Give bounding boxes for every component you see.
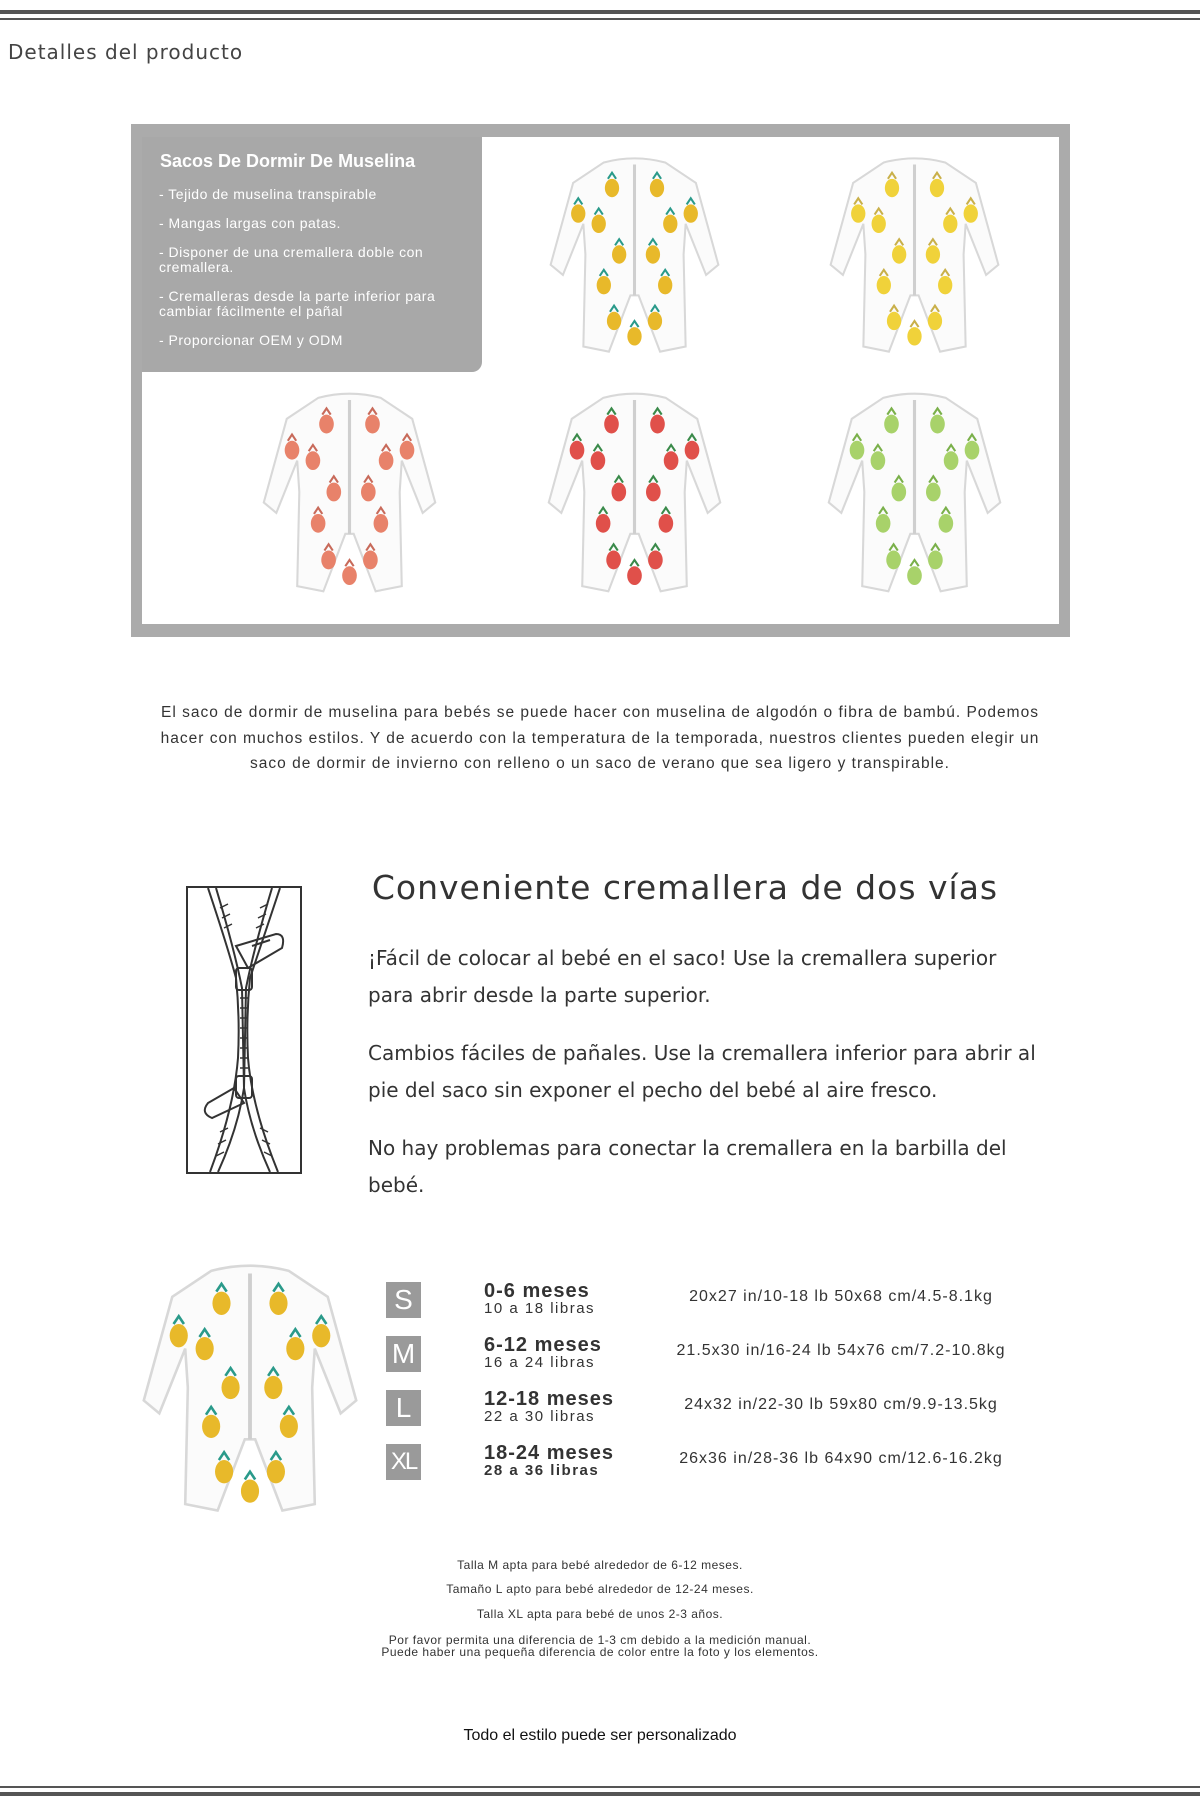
size-note: Tamaño L apto para bebé alrededor de 12-24 meses.	[446, 1582, 754, 1596]
feature-box	[142, 137, 482, 372]
zipper-illustration	[186, 886, 302, 1174]
size-chart-photo	[110, 1245, 390, 1530]
zipper-paragraph-1: ¡Fácil de colocar al bebé en el saco! Use la cremallera superior para abrir desde la parte superior.	[368, 946, 997, 1007]
zipper-paragraph-2: Cambios fáciles de pañales. Use la cremallera inferior para abrir al pie del saco sin exponer el pecho del bebé al aire fresco.	[368, 1041, 1036, 1102]
size-age: 12-18 meses	[484, 1388, 614, 1410]
flamingo-romper-image	[242, 377, 457, 607]
size-row-xl	[386, 1444, 1046, 1488]
size-dimensions: 24x32 in/22-30 lb 59x80 cm/9.9-13.5kg	[684, 1396, 998, 1413]
color-note: Puede haber una pequeña diferencia de color entre la foto y los elementos.	[381, 1645, 819, 1659]
bottom-border	[0, 1786, 1200, 1798]
size-badge: S	[386, 1282, 421, 1318]
product-photo-watermelon[interactable]	[527, 377, 742, 607]
banana-romper-image	[807, 142, 1022, 367]
zipper-paragraph-3: No hay problemas para conectar la cremallera en la barbilla del bebé.	[368, 1136, 1007, 1197]
size-weight: 28 a 36 libras	[484, 1462, 600, 1479]
size-note: Talla XL apta para bebé de unos 2-3 años.	[476, 1607, 724, 1621]
size-dimensions: 21.5x30 in/16-24 lb 54x76 cm/7.2-10.8kg	[676, 1342, 1006, 1359]
size-weight: 16 a 24 libras	[484, 1354, 596, 1371]
feature-item: - Tejido de muselina transpirable	[159, 186, 377, 202]
size-row-s	[386, 1282, 1046, 1326]
intro-paragraph: El saco de dormir de muselina para bebés se puede hacer con muselina de algodón o fibra de bambú. Podemos hacer con muchos estilos. Y de acuerdo con la temperatura de la temporada, nuestros clientes pueden elegir un saco de dormir de invierno con relleno o un saco de verano que sea ligero y transpirable.	[160, 704, 1040, 772]
feature-item: - Proporcionar OEM y ODM	[159, 332, 343, 348]
measurement-note: Por favor permita una diferencia de 1-3 cm debido a la medición manual.	[388, 1633, 812, 1647]
size-weight: 22 a 30 libras	[484, 1408, 596, 1425]
page-title: Detalles del producto	[8, 40, 244, 64]
feature-title: Sacos De Dormir De Muselina	[160, 151, 416, 171]
zipper-title: Conveniente cremallera de dos vías	[371, 868, 999, 907]
size-badge: M	[386, 1336, 421, 1372]
product-photo-pineapple[interactable]	[527, 142, 742, 367]
top-border	[0, 10, 1200, 22]
size-row-m	[386, 1336, 1046, 1380]
product-gallery	[131, 124, 1070, 637]
watermelon-romper-image	[527, 377, 742, 607]
size-weight: 10 a 18 libras	[484, 1300, 596, 1317]
product-photo-banana[interactable]	[807, 142, 1022, 367]
size-age: 0-6 meses	[484, 1280, 590, 1302]
feature-item: - Disponer de una cremallera doble con cremallera.	[159, 244, 424, 275]
kiwi-romper-image	[807, 377, 1022, 607]
size-note: Talla M apta para bebé alrededor de 6-12 meses.	[457, 1558, 743, 1572]
feature-item: - Mangas largas con patas.	[159, 215, 341, 231]
zipper-icon	[188, 888, 300, 1172]
pineapple-romper-image	[110, 1245, 390, 1530]
pineapple-romper-image	[527, 142, 742, 367]
customization-note: Todo el estilo puede ser personalizado	[463, 1727, 737, 1744]
size-dimensions: 20x27 in/10-18 lb 50x68 cm/4.5-8.1kg	[689, 1288, 993, 1305]
size-age: 18-24 meses	[484, 1442, 614, 1464]
product-photo-kiwi[interactable]	[807, 377, 1022, 607]
feature-list	[159, 187, 477, 362]
size-badge: L	[386, 1390, 421, 1426]
gallery-grid	[142, 137, 1059, 624]
size-row-l	[386, 1390, 1046, 1434]
size-age: 6-12 meses	[484, 1334, 602, 1356]
size-badge: XL	[386, 1444, 421, 1480]
feature-item: - Cremalleras desde la parte inferior para cambiar fácilmente el pañal	[159, 288, 436, 319]
product-photo-flamingo[interactable]	[242, 377, 457, 607]
size-dimensions: 26x36 in/28-36 lb 64x90 cm/12.6-16.2kg	[679, 1450, 1003, 1467]
